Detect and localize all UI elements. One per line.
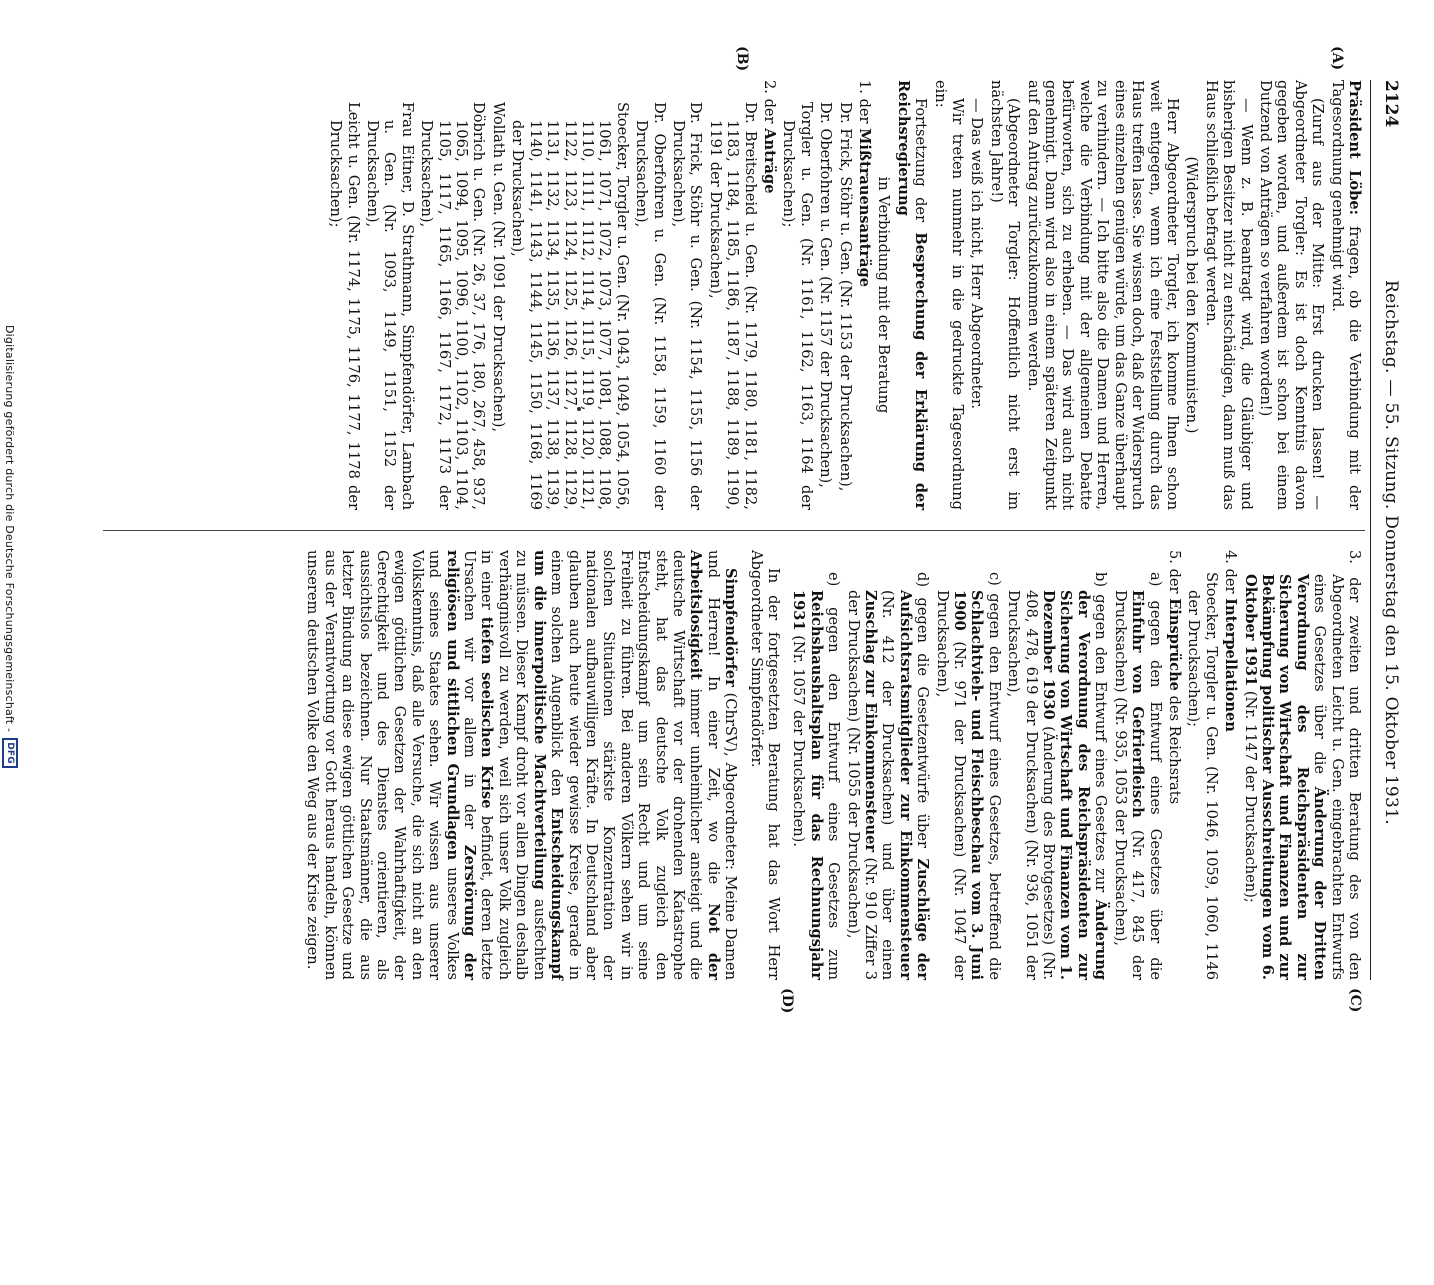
header-title: Reichstag. — 55. Sitzung. Donnerstag den 15. Oktober 1931. <box>1381 280 1401 825</box>
paragraph <box>1328 80 1363 510</box>
speech-text: ausfechten zu müssen. Dieser Kampf droht vor allen Dingen deshalb verhängnisvoll zu werden, weil sich unser Volk zugleich in einer <box>478 550 548 981</box>
item-bold: Anträge <box>761 128 778 194</box>
paragraph: Wir treten nunmehr in die gedruckte Tagesordnung ein: <box>931 80 967 510</box>
sub-bold: Zuschlag zur Einkommensteuer <box>862 590 880 853</box>
digitization-credit <box>0 325 20 1285</box>
motion-line: Wollath u. Gen. (Nr. 1091 der Drucksachen), <box>489 102 507 433</box>
margin-marker-d: (D) <box>779 988 795 1014</box>
sub-bold: Einfuhr von Gefrierfleisch <box>1129 590 1147 818</box>
speech-bold: tiefen seelischen Krise <box>478 616 496 809</box>
motion-line: Dr. Oberfohren u. Gen. (Nr. 1158, 1159, 1160 der Drucksachen), <box>633 102 668 510</box>
item-text: (Nr. 1147 der Drucksachen); <box>1241 690 1259 903</box>
interjection: (Abgeordneter Torgler: Hoffentlich nicht erst im nächsten Jahre!) <box>987 80 1023 510</box>
item-text: der <box>856 98 874 124</box>
speaker-name: Präsident Löbe: <box>1346 80 1363 216</box>
agenda-text: Fortsetzung der <box>912 98 930 223</box>
objection-b <box>1005 550 1109 980</box>
objection-a <box>1111 550 1163 980</box>
agenda-subheading: in Verbindung mit der Beratung <box>875 176 893 414</box>
paragraph: Herr Abgeordneter Torgler, ich komme Ihnen schon weit entgegen, wenn ich eine Feststellung durch das Haus treffen lasse. Sie wissen doch, daß der Widerspruch eines einzelnen genügen würde, um das Ganze überhaupt zu verhindern. — Ich bitte also die Damen und Herren, welche die Verbindung mit der allgemeinen Debatte befürworten, sich zu erheben. — Das wird auch nicht genehmigt. Dann wird also in einem späteren Zeitpunkt auf den Antrag zurückzukommen werden. <box>1024 80 1181 510</box>
interjection: (Widerspruch bei den Kommunisten.) <box>1183 156 1201 434</box>
agenda-bold: Besprechung der Erklärung der Reichsregierung <box>894 80 930 511</box>
header-rule <box>1370 80 1371 980</box>
right-column <box>302 550 1363 980</box>
speech-bold: Zerstörung der religiösen und sittlichen Grundlagen <box>443 550 479 980</box>
agenda-item-2 <box>761 80 778 510</box>
agenda-item-5 <box>1166 550 1183 980</box>
speaker-name: Simpfendörfer <box>722 568 740 687</box>
motion-line: Dr. Frick, Stöhr u. Gen. (Nr. 1153 der Drucksachen), <box>836 102 854 492</box>
item-bold: Einsprüche <box>1165 598 1183 691</box>
sub-text: (Nr. 412 der Drucksachen) und über einen <box>879 590 897 980</box>
item-bold: Mißtrauensanträge <box>856 128 874 288</box>
item-text: der <box>1222 568 1240 594</box>
item-number: 4. <box>1222 550 1240 564</box>
speech-bold: Not der Arbeitslosigkeit <box>687 550 722 980</box>
sub-label: c) <box>985 572 1003 586</box>
item-text: der <box>761 98 778 124</box>
margin-marker-c: (C) <box>1347 988 1363 1013</box>
margin-marker-b: (B) <box>734 46 750 72</box>
sub-text: gegen den Entwurf eines Gesetzes, betreffend die <box>985 593 1003 981</box>
item-number: 5. <box>1165 550 1183 564</box>
sub-label: e) <box>825 572 843 587</box>
sub-bold: Änderung der Verordnung des Reichspräsidenten zur Sicherung von Wirtschaft und Finanzen vom 1. Dezember 1930 <box>1040 590 1110 981</box>
interjection: (Zuruf aus der Mitte: Erst drucken lassen! — Abgeordneter Torgler: Es ist doch Kenntnis davon gegeben worden, und außerdem ist schon bei einem Dutzend von Anträgen so verfahren worden!) <box>1256 80 1327 510</box>
agenda-item-1 <box>856 80 873 510</box>
running-header <box>1377 80 1405 980</box>
interpellation-line: Stoecker, Torgler u. Gen. (Nr. 1046, 1059, 1060, 1146 der Drucksachen); <box>1185 572 1220 980</box>
item-bold: Interpellationen <box>1222 598 1240 732</box>
paragraph: — Das weiß ich nicht, Herr Abgeordneter. <box>968 98 986 410</box>
sub-text: gegen den Entwurf eines Gesetzes über die <box>1146 600 1164 980</box>
motion-line: Stoecker, Torgler u. Gen. (Nr. 1043, 1049, 1054, 1056, 1061, 1071, 1072, 1073, 1077, 1081, 1088, 1108, 1110, 1111, 1112, 1114, 1115, 1119, 1120, 1121, 1122, 1123, 1124, 1125, 1126, 1127, 1128, 1129, 1131, 1132, 1134, 1135, 1136, 1137, 1138, 1139, 1140, 1141, 1143, 1144, 1145, 1150, 1168, 1169 der Drucksachen), <box>509 102 631 510</box>
motion-line: Dr. Oberfohren u. Gen. (Nr. 1157 der Drucksachen), <box>817 102 835 488</box>
motion-line: Dr. Breitscheid u. Gen. (Nr. 1179, 1180, 1181, 1182, 1183, 1184, 1185, 1186, 1187, 1188, 1189, 1190, 1191 der Drucksachen), <box>706 102 759 510</box>
motion-line: Frau Eitner, D. Strathmann, Simpfendörfer, Lambach u. Gen. (Nr. 1093, 1149, 1151, 1152 der Drucksachen), <box>364 102 416 510</box>
sub-text: gegen den Entwurf eines Gesetzes zum <box>825 607 843 981</box>
sub-text: (Nr. 910 Ziffer 3 der Drucksachen) (Nr. 1055 der Drucksachen), <box>844 590 880 980</box>
item-number: 1. <box>856 80 874 94</box>
continuation-note: In der fortgesetzten Beratung hat das Wort Herr Abgeordneter Simpfendörfer. <box>747 550 782 980</box>
column-divider <box>103 530 1365 531</box>
sub-text: (Nr. 1057 der Drucksachen). <box>790 635 808 847</box>
agenda-heading <box>894 80 929 510</box>
paragraph-text: fragen, ob die Verbindung mit der Tagesordnung genehmigt wird. <box>1328 80 1363 511</box>
credit-text: Digitalisierung gefördert durch die Deutsche Forschungsgemeinschaft - <box>3 325 17 733</box>
motion-line: Torgler u. Gen. (Nr. 1161, 1162, 1163, 1164 der Drucksachen); <box>780 102 815 510</box>
agenda-item-3 <box>1241 550 1363 980</box>
item-number: 3. <box>1346 550 1363 564</box>
speech-text: befindet, deren letzte Ursachen wir vor allem in der <box>461 550 496 981</box>
item-text: der <box>1165 568 1183 594</box>
item-text: der zweiten und dritten Beratung des von den Abgeordneten Leicht u. Gen. eingebrachten Entwurfs eines Gesetzes über die <box>1311 574 1363 981</box>
item-text: des Reichsrats <box>1165 695 1183 805</box>
document-page <box>85 46 1405 1014</box>
sub-bold: Schlachtvieh- und Fleischbeschau vom 3. Juni 1900 <box>951 590 986 980</box>
sub-text: (Nr. 417, 845 der Drucksachen) (Nr. 935, 1053 der Drucksachen), <box>1111 590 1147 980</box>
sub-text: (Nr. 971 der Drucksachen) (Nr. 1047 der Drucksachen), <box>933 590 969 981</box>
paragraph: — Wenn z. B. beantragt wird, die Gläubiger und bisherigen Besitzer nicht zu entschädigen, dann muß das Haus schließlich befragt werden. <box>1202 80 1255 510</box>
sub-text: (Änderung des Brotgesetzes) (Nr. 408, 478, 619 der Drucksachen) (Nr. 936, 1051 der Drucksachen), <box>1005 590 1058 980</box>
objection-c <box>933 550 1003 980</box>
dfg-logo: DFG <box>2 738 18 768</box>
objection-d <box>844 550 931 980</box>
motion-line: Dr. Frick, Stöhr u. Gen. (Nr. 1154, 1155, 1156 der Drucksachen), <box>669 102 705 510</box>
sub-label: b) <box>1092 572 1110 588</box>
sub-text: gegen den Entwurf eines Gesetzes zur <box>1092 594 1110 893</box>
speech-text: unseres Volkes und seines Staates sehen. Wir wissen aus unserer Volkskenntnis, daß alle Versuche, die sich nicht an den ewigen göttlichen Gesetzen der Wahrhaftigkeit, der Gerechtigkeit und des Dienstes orientieren, als aussichtslos bezeichnen. Nur Staatsmänner, die aus letzter Bindung an diese ewigen göttlichen Gesetze und aus der Verantwortung vor Gott heraus handeln, können unserem deutschen Volke den Weg aus der Krise zeigen. <box>304 550 461 980</box>
motion-line: Leicht u. Gen. (Nr. 1174, 1175, 1176, 1177, 1178 der Drucksachen); <box>327 102 362 510</box>
left-column <box>325 80 1363 510</box>
speech-bold: Entscheidungskampf um die innerpolitische Machtverteilung <box>530 550 566 980</box>
motion-line: Döbrich u. Gen. (Nr. 26, 37, 176, 180, 267, 458, 937, 1065, 1094, 1095, 1096, 1100, 1102, 1103, 1104, 1105, 1117, 1165, 1166, 1167, 1172, 1173 der Drucksachen), <box>418 102 488 510</box>
speech-text: immer unheimlicher ansteigt und die deutsche Wirtschaft vor der drohenden Katastrophe steht, hat das deutsche Volk zugleich den Entscheidungskampf um sein Recht und um seine Freiheit zu führen. Bei anderen Völkern sehen wir in solchen Situationen stärkste Konzentration der nationalen aufbauwilligen Kräfte. In Deutschland aber glauben auch heute wieder gewisse Kreise, gerade in einem solchen Augenblick den <box>548 550 705 981</box>
sub-label: a) <box>1146 572 1164 587</box>
agenda-item-4 <box>1222 550 1239 980</box>
sub-bold: Reichshaushaltsplan für das Rechnungsjahr 1931 <box>790 590 825 980</box>
speech-paragraph <box>304 550 739 980</box>
page-number: 2124 <box>1381 80 1401 128</box>
item-number: 2. <box>761 80 778 94</box>
sub-label: d) <box>914 572 932 588</box>
objection-e <box>790 550 842 980</box>
speech-text: (ChrSV), Abgeordneter: Meine Damen und Herren! In einer Zeit, wo die <box>704 550 740 980</box>
item-bold: Änderung der Dritten Verordnung des Reichspräsidenten zur Sicherung von Wirtschaft und Finanzen und zur Bekämpfung politischer Ausschreitungen vom 6. Oktober 1931 <box>1241 574 1329 980</box>
sub-bold: Zuschläge der Aufsichtsratsmitglieder zur Einkommensteuer <box>896 590 932 980</box>
sub-text: gegen die Gesetzentwürfe über <box>914 597 932 848</box>
margin-marker-a: (A) <box>1329 46 1345 71</box>
